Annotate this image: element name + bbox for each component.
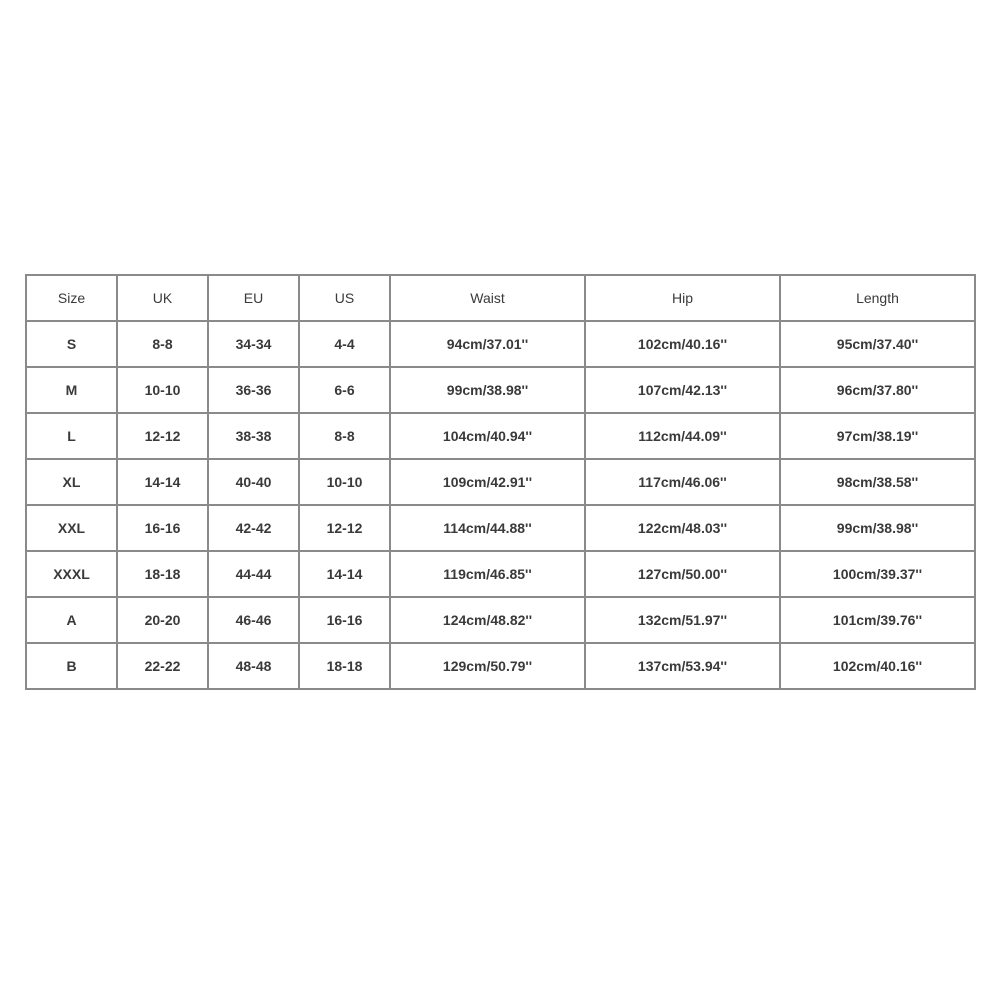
table-cell-length: 101cm/39.76'' — [780, 597, 975, 643]
table-cell-us: 6-6 — [299, 367, 390, 413]
table-row — [26, 459, 975, 505]
table-cell-uk: 20-20 — [117, 597, 208, 643]
column-header-length: Length — [780, 275, 975, 321]
table-body — [26, 321, 975, 689]
table-cell-hip: 102cm/40.16'' — [585, 321, 780, 367]
table-header — [26, 275, 975, 321]
table-row — [26, 321, 975, 367]
table-cell-waist: 129cm/50.79'' — [390, 643, 585, 689]
table-cell-us: 16-16 — [299, 597, 390, 643]
column-header-eu: EU — [208, 275, 299, 321]
table-cell-length: 95cm/37.40'' — [780, 321, 975, 367]
header-row — [26, 275, 975, 321]
table-cell-size: XL — [26, 459, 117, 505]
table-cell-eu: 46-46 — [208, 597, 299, 643]
table-cell-size: B — [26, 643, 117, 689]
table-cell-us: 12-12 — [299, 505, 390, 551]
table-cell-eu: 36-36 — [208, 367, 299, 413]
table-cell-waist: 119cm/46.85'' — [390, 551, 585, 597]
table-row — [26, 597, 975, 643]
table-cell-waist: 99cm/38.98'' — [390, 367, 585, 413]
table-cell-hip: 117cm/46.06'' — [585, 459, 780, 505]
table-row — [26, 367, 975, 413]
table-cell-size: L — [26, 413, 117, 459]
table-cell-eu: 42-42 — [208, 505, 299, 551]
table-cell-us: 4-4 — [299, 321, 390, 367]
size-chart-table — [25, 274, 976, 690]
table-row — [26, 551, 975, 597]
table-cell-length: 98cm/38.58'' — [780, 459, 975, 505]
column-header-waist: Waist — [390, 275, 585, 321]
table-cell-size: A — [26, 597, 117, 643]
table-cell-size: M — [26, 367, 117, 413]
table-cell-uk: 16-16 — [117, 505, 208, 551]
table-cell-uk: 8-8 — [117, 321, 208, 367]
table-cell-hip: 107cm/42.13'' — [585, 367, 780, 413]
table-cell-hip: 127cm/50.00'' — [585, 551, 780, 597]
table-cell-uk: 22-22 — [117, 643, 208, 689]
table-cell-waist: 109cm/42.91'' — [390, 459, 585, 505]
table-cell-waist: 94cm/37.01'' — [390, 321, 585, 367]
table-cell-eu: 44-44 — [208, 551, 299, 597]
table-cell-hip: 112cm/44.09'' — [585, 413, 780, 459]
column-header-uk: UK — [117, 275, 208, 321]
table-cell-length: 97cm/38.19'' — [780, 413, 975, 459]
table-cell-size: XXL — [26, 505, 117, 551]
table-cell-eu: 40-40 — [208, 459, 299, 505]
table-row — [26, 505, 975, 551]
table-row — [26, 643, 975, 689]
table-cell-uk: 10-10 — [117, 367, 208, 413]
table-cell-us: 14-14 — [299, 551, 390, 597]
table-cell-us: 10-10 — [299, 459, 390, 505]
table-cell-waist: 124cm/48.82'' — [390, 597, 585, 643]
table-cell-uk: 18-18 — [117, 551, 208, 597]
column-header-us: US — [299, 275, 390, 321]
table-cell-waist: 114cm/44.88'' — [390, 505, 585, 551]
table-cell-us: 18-18 — [299, 643, 390, 689]
table-cell-hip: 137cm/53.94'' — [585, 643, 780, 689]
table-cell-hip: 132cm/51.97'' — [585, 597, 780, 643]
table-cell-length: 96cm/37.80'' — [780, 367, 975, 413]
table-cell-size: S — [26, 321, 117, 367]
table-cell-eu: 48-48 — [208, 643, 299, 689]
table-cell-hip: 122cm/48.03'' — [585, 505, 780, 551]
table-cell-eu: 38-38 — [208, 413, 299, 459]
table-cell-eu: 34-34 — [208, 321, 299, 367]
table-cell-length: 100cm/39.37'' — [780, 551, 975, 597]
table-cell-length: 99cm/38.98'' — [780, 505, 975, 551]
table-row — [26, 413, 975, 459]
table-cell-waist: 104cm/40.94'' — [390, 413, 585, 459]
column-header-size: Size — [26, 275, 117, 321]
table-cell-us: 8-8 — [299, 413, 390, 459]
table-cell-uk: 14-14 — [117, 459, 208, 505]
table-cell-length: 102cm/40.16'' — [780, 643, 975, 689]
column-header-hip: Hip — [585, 275, 780, 321]
table-cell-uk: 12-12 — [117, 413, 208, 459]
table-cell-size: XXXL — [26, 551, 117, 597]
